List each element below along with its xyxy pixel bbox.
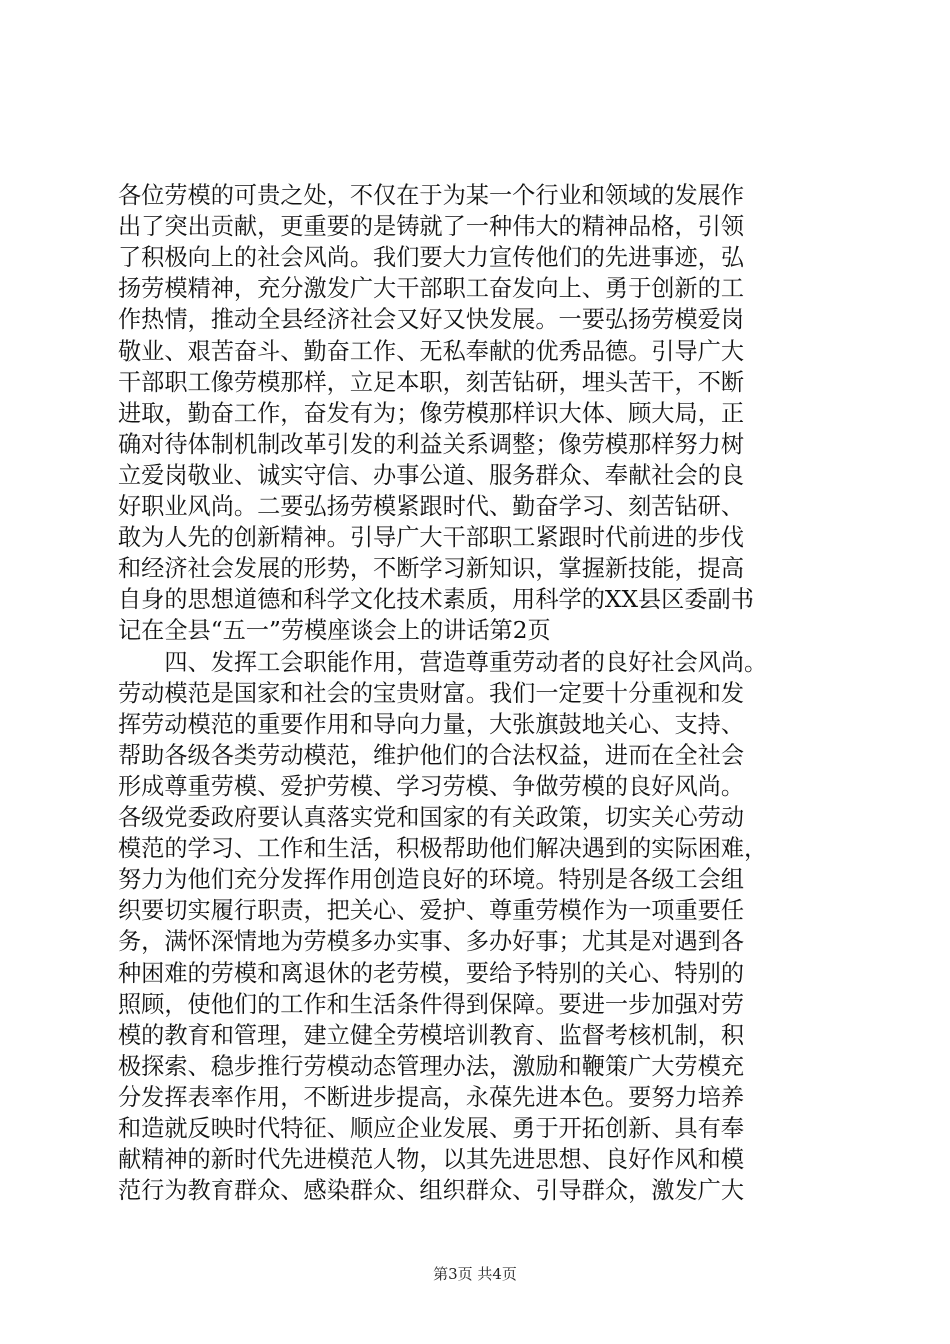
text-line: 好职业风尚。二要弘扬劳模紧跟时代、勤奋学习、刻苦钻研、 xyxy=(118,493,745,520)
text-line: 各级党委政府要认真落实党和国家的有关政策，切实关心劳动 xyxy=(118,804,745,831)
text-line: 照顾，使他们的工作和生活条件得到保障。要进一步加强对劳 xyxy=(118,990,745,1018)
text-line: 和经济社会发展的形势，不断学习新知识，掌握新技能，提高 xyxy=(118,555,745,583)
text-line: 干部职工像劳模那样，立足本职，刻苦钻研，埋头苦干，不断 xyxy=(118,368,745,396)
text-line: 分发挥表率作用，不断进步提高，永葆先进本色。要努力培养 xyxy=(118,1083,745,1111)
page-footer: 第3页 共4页 xyxy=(433,1265,517,1283)
text-line: 种困难的劳模和离退休的老劳模，要给予特别的关心、特别的 xyxy=(118,959,745,987)
text-line: 努力为他们充分发挥作用创造良好的环境。特别是各级工会组 xyxy=(118,866,745,894)
text-line: 扬劳模精神，充分激发广大干部职工奋发向上、勇于创新的工 xyxy=(118,275,745,303)
text-line: 四、发挥工会职能作用，营造尊重劳动者的良好社会风尚。 xyxy=(118,648,768,676)
text-line: 极探索、稳步推行劳模动态管理办法，激励和鞭策广大劳模充 xyxy=(118,1052,745,1080)
text-line: 敬业、艰苦奋斗、勤奋工作、无私奉献的优秀品德。引导广大 xyxy=(118,337,745,365)
text-line: 敢为人先的创新精神。引导广大干部职工紧跟时代前进的步伐 xyxy=(118,524,745,552)
text-line: 劳动模范是国家和社会的宝贵财富。我们一定要十分重视和发 xyxy=(118,679,745,707)
text-line: 确对待体制机制改革引发的利益关系调整；像劳模那样努力树 xyxy=(118,430,745,458)
text-line: 帮助各级各类劳动模范，维护他们的合法权益，进而在全社会 xyxy=(118,741,745,769)
text-line: 务，满怀深情地为劳模多办实事、多办好事；尤其是对遇到各 xyxy=(118,928,745,956)
text-line: 自身的思想道德和科学文化技术素质，用科学的XX县区委副书 xyxy=(118,586,754,614)
text-line: 出了突出贡献，更重要的是铸就了一种伟大的精神品格，引领 xyxy=(118,213,745,241)
text-line: 和造就反映时代特征、顺应企业发展、勇于开拓创新、具有奉 xyxy=(118,1115,745,1142)
text-line: 各位劳模的可贵之处，不仅在于为某一个行业和领域的发展作 xyxy=(118,182,745,209)
text-line: 献精神的新时代先进模范人物，以其先进思想、良好作风和模 xyxy=(118,1146,745,1174)
text-line: 作热情，推动全县经济社会又好又快发展。一要弘扬劳模爱岗 xyxy=(118,306,745,334)
text-line: 形成尊重劳模、爱护劳模、学习劳模、争做劳模的良好风尚。 xyxy=(118,772,745,800)
text-line: 挥劳动模范的重要作用和导向力量，大张旗鼓地关心、支持、 xyxy=(118,710,745,738)
text-line: 进取，勤奋工作，奋发有为；像劳模那样识大体、顾大局，正 xyxy=(118,399,745,427)
text-line: 范行为教育群众、感染群众、组织群众、引导群众，激发广大 xyxy=(118,1177,745,1205)
text-line: 模的教育和管理，建立健全劳模培训教育、监督考核机制，积 xyxy=(118,1021,745,1049)
text-line: 织要切实履行职责，把关心、爱护、尊重劳模作为一项重要任 xyxy=(118,897,745,925)
text-line: 立爱岗敬业、诚实守信、办事公道、服务群众、奉献社会的良 xyxy=(118,461,745,489)
text-line: 了积极向上的社会风尚。我们要大力宣传他们的先进事迹，弘 xyxy=(118,244,745,272)
text-line: 模范的学习、工作和生活，积极帮助他们解决遇到的实际困难， xyxy=(118,835,768,863)
text-line: 记在全县“五一”劳模座谈会上的讲话第2页 xyxy=(118,617,551,645)
